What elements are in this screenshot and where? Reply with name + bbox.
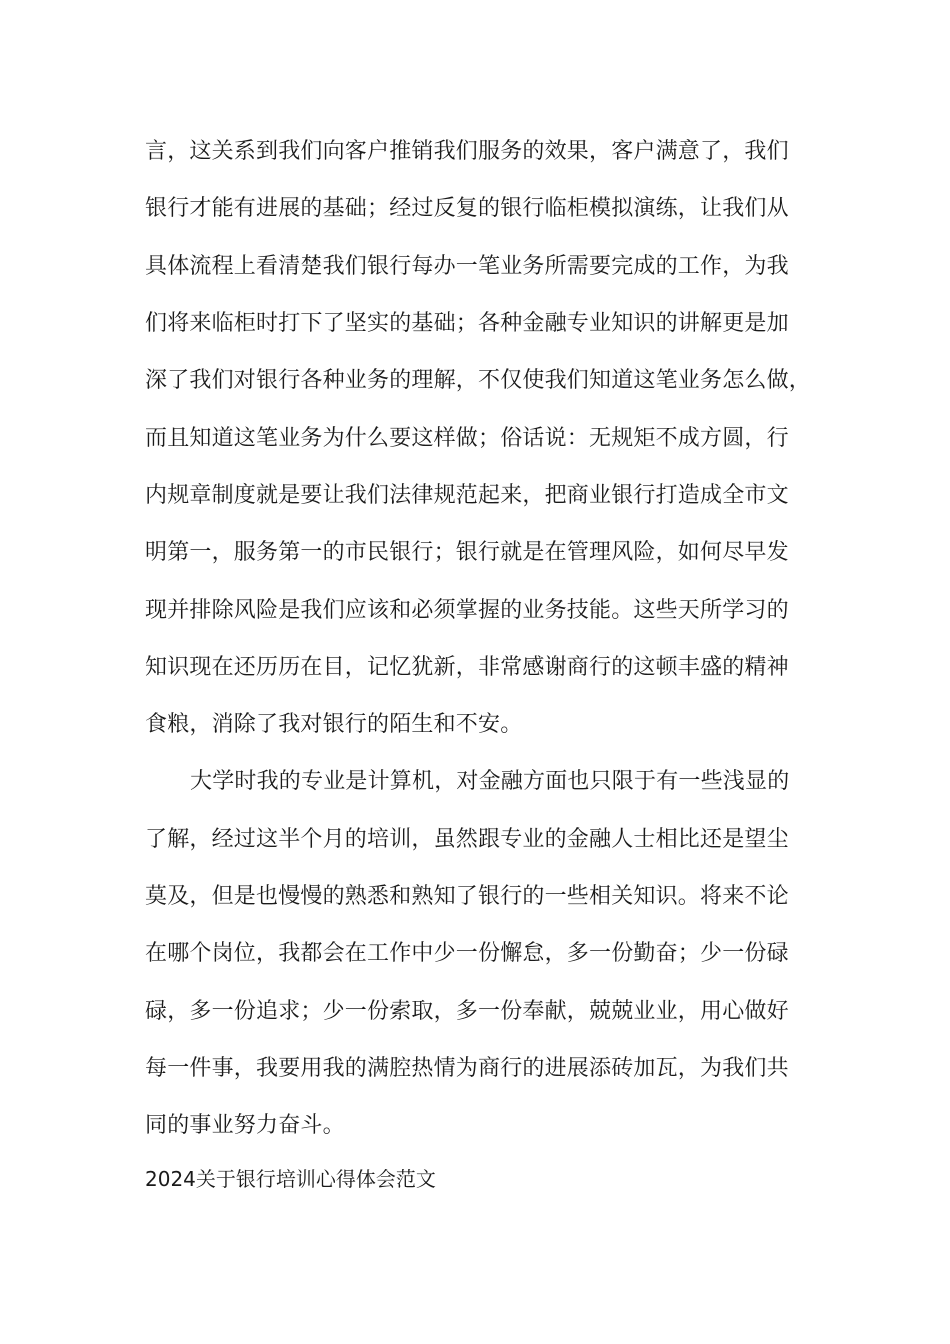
text-line: 现并排除风险是我们应该和必须掌握的业务技能。这些天所学习的 [145,598,789,623]
text-line: 了解，经过这半个月的培训，虽然跟专业的金融人士相比还是望尘 [145,827,789,852]
text-line: 具体流程上看清楚我们银行每办一笔业务所需要完成的工作，为我 [145,254,789,279]
text-line: 在哪个岗位，我都会在工作中少一份懈怠，多一份勤奋；少一份碌 [145,941,789,966]
text-line: 银行才能有进展的基础；经过反复的银行临柜模拟演练，让我们从 [145,196,789,221]
text-line: 内规章制度就是要让我们法律规范起来，把商业银行打造成全市文 [145,483,789,508]
text-line: 碌，多一份追求；少一份索取，多一份奉献，兢兢业业，用心做好 [145,999,789,1024]
text-line: 每一件事，我要用我的满腔热情为商行的进展添砖加瓦，为我们共 [145,1056,789,1081]
text-line: 们将来临柜时打下了坚实的基础；各种金融专业知识的讲解更是加 [145,311,789,336]
text-line: 食粮，消除了我对银行的陌生和不安。 [145,712,523,737]
text-line: 知识现在还历历在目，记忆犹新，非常感谢商行的这顿丰盛的精神 [145,655,789,680]
text-line: 深了我们对银行各种业务的理解，不仅使我们知道这笔业务怎么做， [145,368,812,393]
text-line: 同的事业努力奋斗。 [145,1113,345,1138]
text-line: 明第一，服务第一的市民银行；银行就是在管理风险，如何尽早发 [145,540,789,565]
section-heading: 2024关于银行培训心得体会范文 [145,1167,436,1191]
text-line: 而且知道这笔业务为什么要这样做；俗话说：无规矩不成方圆，行 [145,426,789,451]
text-line: 莫及，但是也慢慢的熟悉和熟知了银行的一些相关知识。将来不论 [145,884,789,909]
text-line: 言，这关系到我们向客户推销我们服务的效果，客户满意了，我们 [145,139,789,164]
text-line: 大学时我的专业是计算机，对金融方面也只限于有一些浅显的 [190,769,790,794]
